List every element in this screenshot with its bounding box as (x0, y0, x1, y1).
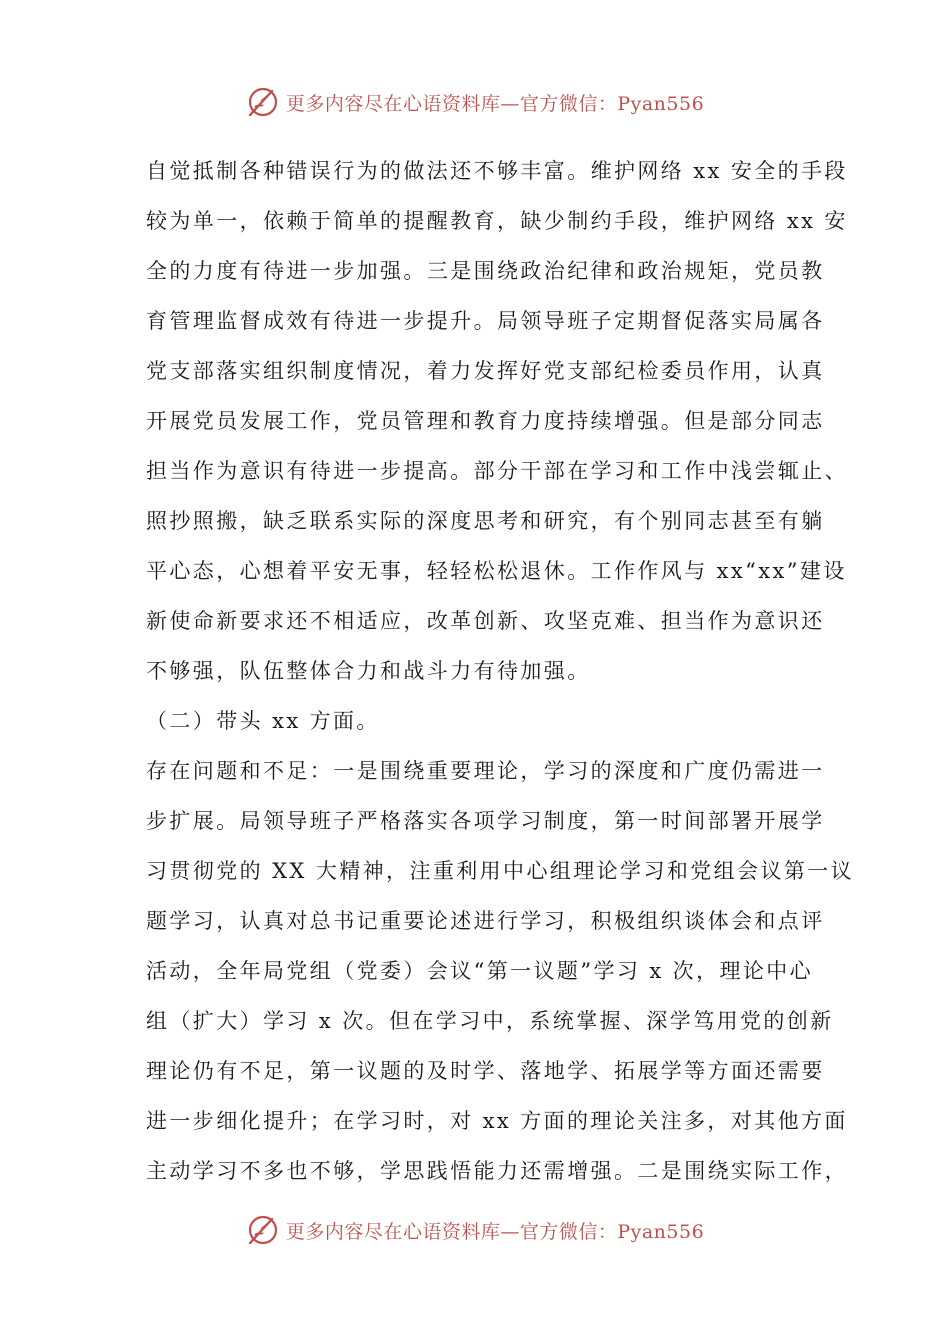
header-banner-text: 更多内容尽在心语资料库—官方微信：Pyan556 (285, 92, 705, 115)
text-line: 党支部落实组织制度情况，着力发挥好党支部纪检委员作用，认真 (146, 359, 825, 383)
text-line: 较为单一，依赖于简单的提醒教育，缺少制约手段，维护网络 xx 安 (146, 209, 848, 233)
document-body (146, 146, 855, 1196)
text-line: 不够强，队伍整体合力和战斗力有待加强。 (146, 659, 591, 683)
footer-banner-text: 更多内容尽在心语资料库—官方微信：Pyan556 (285, 1220, 705, 1243)
text-line: 平心态，心想着平安无事，轻轻松松退休。工作作风与 xx“xx”建设 (146, 559, 847, 583)
text-line: 组（扩大）学习 x 次。但在学习中，系统掌握、深学笃用党的创新 (146, 1009, 834, 1033)
text-line: 活动，全年局党组（党委）会议“第一议题”学习 x 次，理论中心 (146, 959, 814, 983)
text-line: 存在问题和不足：一是围绕重要理论，学习的深度和广度仍需进一 (146, 759, 825, 783)
text-line: 自觉抵制各种错误行为的做法还不够丰富。维护网络 xx 安全的手段 (146, 159, 848, 183)
header-banner (0, 80, 950, 124)
text-line: 照抄照搬，缺乏联系实际的深度思考和研究，有个别同志甚至有躺 (146, 509, 825, 533)
text-line: 主动学习不多也不够，学思践悟能力还需增强。二是围绕实际工作， (146, 1159, 848, 1183)
text-line: 习贯彻党的 XX 大精神，注重利用中心组理论学习和党组会议第一议 (146, 859, 855, 883)
quill-pen-logo-icon (246, 1213, 280, 1247)
footer-banner (0, 1208, 950, 1252)
text-line: 担当作为意识有待进一步提高。部分干部在学习和工作中浅尝辄止、 (146, 459, 848, 483)
section-heading: （二）带头 xx 方面。 (146, 709, 380, 733)
text-line: 进一步细化提升；在学习时，对 xx 方面的理论关注多，对其他方面 (146, 1109, 848, 1133)
quill-pen-logo-icon (246, 85, 280, 119)
text-line: 理论仍有不足，第一议题的及时学、落地学、拓展学等方面还需要 (146, 1059, 825, 1083)
text-line: 育管理监督成效有待进一步提升。局领导班子定期督促落实局属各 (146, 309, 825, 333)
text-line: 新使命新要求还不相适应，改革创新、攻坚克难、担当作为意识还 (146, 609, 825, 633)
text-line: 开展党员发展工作，党员管理和教育力度持续增强。但是部分同志 (146, 409, 825, 433)
text-line: 步扩展。局领导班子严格落实各项学习制度，第一时间部署开展学 (146, 809, 825, 833)
text-line: 全的力度有待进一步加强。三是围绕政治纪律和政治规矩，党员教 (146, 259, 825, 283)
text-line: 题学习，认真对总书记重要论述进行学习，积极组织谈体会和点评 (146, 909, 825, 933)
